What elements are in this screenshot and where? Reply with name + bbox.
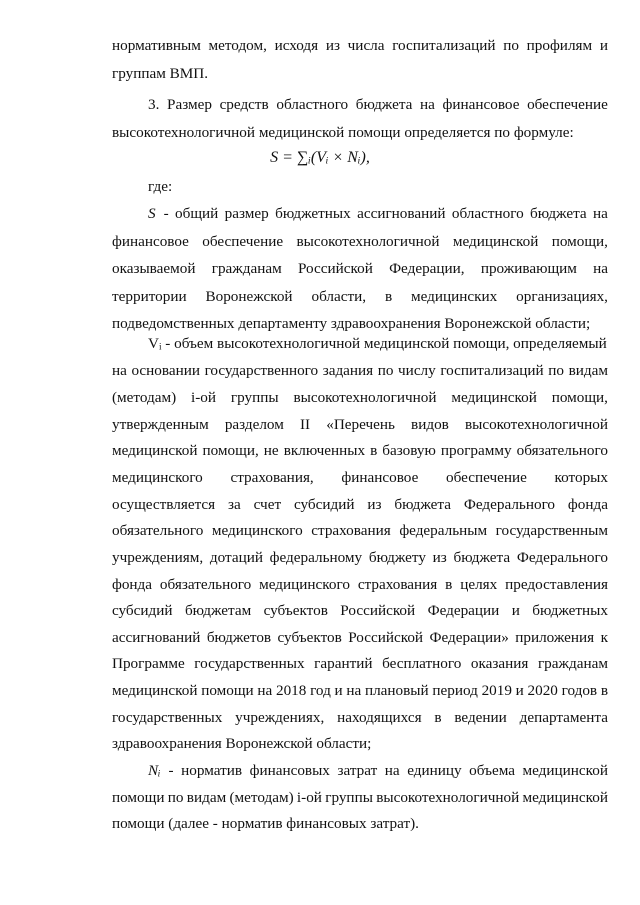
word: обязательного [112,522,204,539]
word: субсидий [112,602,173,619]
word: норматив [181,762,243,779]
def-v-line-9 [112,549,608,567]
word: ассигнований [357,205,446,222]
def-v-line-8 [112,522,608,540]
word: страхования [357,576,438,593]
word: в [384,288,393,305]
word: по [503,37,519,54]
word: медицинских [411,288,498,305]
word: по [167,789,184,806]
word: медицинского [259,576,350,593]
symbol-s: S [148,205,156,222]
word: из [367,496,382,513]
word: Воронежской [205,288,293,305]
word: Федерации» [429,629,509,646]
word: бюджетных [532,602,608,619]
word: субсидий [293,496,355,513]
word: за [228,496,241,513]
word: на [112,362,127,379]
word: в [445,576,453,593]
word: группы [230,389,279,406]
word: Федерального [463,496,556,513]
word: обеспечение [446,469,527,486]
word: государственных [194,655,305,672]
word: и [511,602,520,619]
word: высокотехнологичной [293,389,437,406]
formula: S = ∑ᵢ(Vᵢ × Nᵢ), [270,149,370,166]
word: включенных [283,442,366,459]
word: области, [311,288,367,305]
word: 2020 [527,682,558,699]
def-v-line-1-text: - объем высокотехнологичной медицинской помощи, определяемый [165,335,607,352]
word: ведении [454,709,507,726]
word: фонда [112,576,153,593]
word: Федерального [516,549,608,566]
def-s-line-2 [112,233,608,251]
word: Российской [348,629,424,646]
word: проживающим [480,260,577,277]
def-n-line-1 [148,762,608,780]
word: на [593,205,608,222]
def-n-line-1-text [169,762,608,780]
word: оказания [470,655,529,672]
word: и [599,37,608,54]
word: на [257,682,273,699]
word: затрат [337,762,378,779]
word: обязательного [159,576,252,593]
word: гражданам [211,260,282,277]
word: целях [460,576,498,593]
word: i-ой [191,389,217,406]
word: Российской [340,602,416,619]
word: размер [224,205,269,222]
word: в [370,442,378,459]
word: медицинского [112,469,203,486]
def-v-line-11 [112,602,608,620]
def-v-line-12 [112,629,608,647]
word: 2018 [275,682,307,699]
word: профилям [526,37,593,54]
word: исходя [274,37,319,54]
word: осуществляется [112,496,216,513]
word: 2019 [481,682,512,699]
intro-line-2: группам ВМП. [112,65,209,82]
word: предоставления [505,576,608,593]
word: II [299,416,311,433]
def-v-line-14 [112,682,608,700]
word: финансовых [249,762,330,779]
word: областного [451,205,524,222]
word: территории [112,288,187,305]
word: государственных [112,709,223,726]
def-s-line-5: подведомственных департаменту здравоохранения Воронежской области; [112,315,591,332]
word: помощи [201,682,254,699]
word: которых [554,469,608,486]
word: страхования [311,522,391,539]
word: к [600,629,608,646]
word: финансовое [341,469,419,486]
word: обеспечение [527,96,608,113]
word: медицинской [451,389,537,406]
word: субъектов [263,602,328,619]
word: медицинской [522,789,608,806]
word: медицинского [211,522,303,539]
word: бюджетных [275,205,351,222]
word: базовую [382,442,436,459]
word: средств [219,96,269,113]
word: бюджету [368,549,426,566]
word: медицинской [522,762,608,779]
def-v-line-2 [112,362,608,380]
word: - [168,762,174,779]
word: организациях, [516,288,608,305]
word: высокотехнологичной [296,233,440,250]
def-v-line-5 [112,442,608,460]
word: видам [186,789,227,806]
word: дотаций [209,549,263,566]
word: субъектов [277,629,342,646]
word: находящихся [337,709,422,726]
def-s-line-3 [112,260,608,278]
word: государственным [495,522,608,539]
word: из [325,37,340,54]
def-v-line-3 [112,389,608,407]
word: Российской [297,260,373,277]
word: бесплатного [382,655,462,672]
word: числа [347,37,385,54]
word: финансовое [112,233,189,250]
word: фонда [567,496,608,513]
word: бюджетов [206,629,272,646]
symbol-n: Nᵢ [148,762,161,779]
word: медицинской [112,682,198,699]
word: оказываемой [112,260,196,277]
word: по [548,362,564,379]
word: государственного [204,362,319,379]
p3-line-2: высокотехнологичной медицинской помощи определяется по формуле: [112,124,574,141]
word: на [593,260,608,277]
word: «Перечень [326,416,395,433]
def-v-line-1 [148,335,607,353]
word: бюджета [530,205,587,222]
word: группы [325,789,373,806]
word: страхования, [230,469,314,486]
word: (методам) [229,789,294,806]
symbol-v: Vᵢ [148,335,162,352]
word: бюджетам [184,602,252,619]
word: годов [561,682,598,699]
word: Размер [167,96,212,113]
word: бюджета [453,549,511,566]
word: числу [398,362,436,379]
def-v-line-13 [112,655,608,673]
word: объема [469,762,515,779]
word: гражданам [537,655,608,672]
def-n-line-3: помощи (далее - норматив финансовых затрат). [112,815,419,832]
word: на [384,762,400,779]
word: областного [276,96,349,113]
word: основании [131,362,200,379]
word: в [434,709,442,726]
word: гарантий [314,655,373,672]
word: медицинской [112,442,198,459]
word: 3. [148,96,160,113]
word: на [420,96,435,113]
word: видам [568,362,608,379]
def-v-line-16: здравоохранения Воронежской области; [112,735,372,752]
word: учреждениям, [112,549,204,566]
word: помощи, [551,389,608,406]
def-s-line-4 [112,288,608,306]
word: обеспечение [202,233,284,250]
word: департамента [519,709,608,726]
word: Программе [112,655,185,672]
word: бюджета [394,496,451,513]
def-s-line-1-text [164,205,608,223]
word: не [263,442,279,459]
word: ассигнований [112,629,201,646]
def-s-line-1 [148,205,608,223]
word: финансовое [442,96,520,113]
word: нормативным [112,37,201,54]
word: госпитализаций [440,362,544,379]
word: и [515,682,524,699]
word: разделом [224,416,284,433]
word: видов [411,416,449,433]
word: высокотехнологичной [464,416,608,433]
word: период [432,682,478,699]
word: по [377,362,394,379]
word: на [346,682,362,699]
word: и [334,682,343,699]
word: высокотехнологичной [376,789,520,806]
word: Федерации, [389,260,465,277]
word: помощи [112,789,165,806]
word: Федерации [427,602,500,619]
word: федеральному [269,549,363,566]
word: год [310,682,331,699]
word: единицу [407,762,462,779]
word: госпитализаций [392,37,496,54]
word: задания [322,362,374,379]
def-v-line-10 [112,576,608,594]
word: (методам) [112,389,177,406]
def-v-line-15 [112,709,608,727]
word: плановый [364,682,429,699]
word: методом, [208,37,267,54]
word: утвержденным [112,416,209,433]
word: помощи, [202,442,259,459]
word: в [600,682,608,699]
def-v-line-4 [112,416,608,434]
word: счет [253,496,282,513]
word: обязательного [516,442,608,459]
def-n-line-2 [112,789,608,807]
def-v-line-6 [112,469,608,487]
word: приложения [515,629,595,646]
word: бюджета [355,96,413,113]
def-v-line-7 [112,496,608,514]
word: учреждениях, [235,709,325,726]
word: федеральным [399,522,488,539]
word: программу [440,442,512,459]
word: - [163,205,169,222]
word: i-ой [296,789,322,806]
p3-line-1 [148,96,608,114]
word: общий [175,205,219,222]
where-label: где: [148,178,173,195]
intro-line-1 [112,37,608,55]
word: помощи, [551,233,608,250]
word: медицинской [452,233,539,250]
word: из [432,549,447,566]
